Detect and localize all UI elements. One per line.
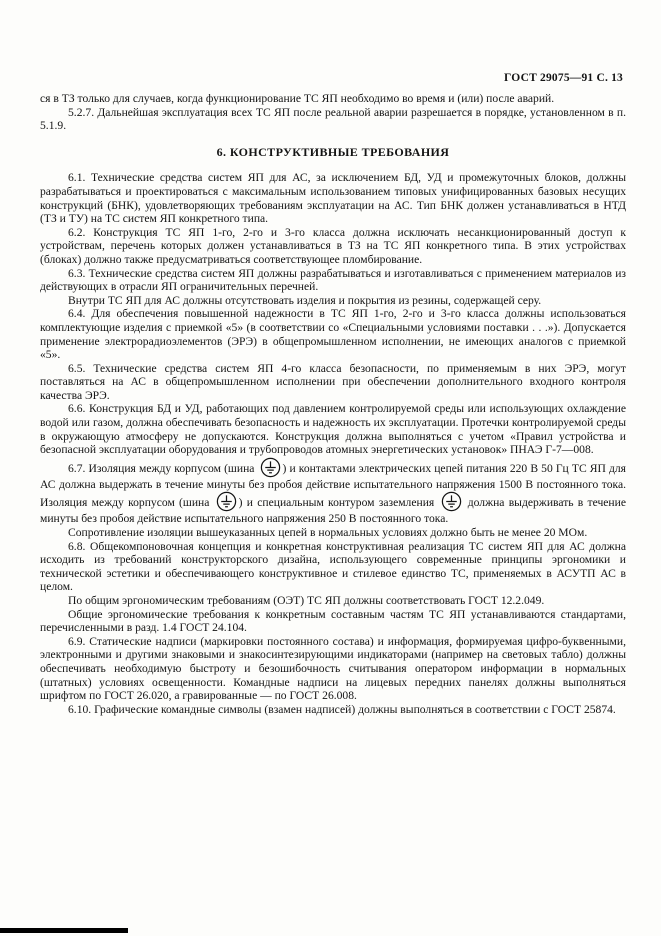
earth-ground-symbol (441, 491, 462, 512)
paragraph-6-3: 6.3. Технические средства систем ЯП должны разрабатываться и изготавливаться с применением материалов из действующих в отрасли ЯП ограничительных перечней. (40, 266, 626, 294)
paragraph-6-2: 6.2. Конструкция ТС ЯП 1-го, 2-го и 3-го класса должна исключать несанкционированный доступ к устройствам, перечень которых должен устанавливаться в ТЗ на ТС ЯП конкретного типа. В этих устройствах (блоках) должно также предусматриваться соответствующее пломбирование. (40, 225, 626, 266)
paragraph-5-2-7: 5.2.7. Дальнейшая эксплуатация всех ТС ЯП после реальной аварии разрешается в порядке, установленном в п. 5.1.9. (40, 105, 626, 133)
paragraph-6-7-note: Сопротивление изоляции вышеуказанных цепей в нормальных условиях должно быть не менее 20 МОм. (68, 526, 588, 540)
paragraph-6-10: 6.10. Графические командные символы (взамен надписей) должны выполняться в соответствии с ГОСТ 25874. (68, 702, 616, 716)
paragraph-6-8-note-2: Общие эргономические требования к конкретным составным частям ТС ЯП устанавливаются стандартами, перечисленными в разд. 1.4 ГОСТ 24.104. (40, 607, 626, 635)
paragraph-6-5: 6.5. Технические средства систем ЯП 4-го класса безопасности, по применяемым в них ЭРЭ, могут поставляться на АС в общепромышленном исполнении при обеспечении дополнительного входного контроля качества ЭРЭ. (40, 361, 626, 402)
paragraph-continuation: ся в ТЗ только для случаев, когда функционирование ТС ЯП необходимо во время и (или) после аварий. (40, 92, 555, 105)
paragraph-6-6: 6.6. Конструкция БД и УД, работающих под давлением контролируемой среды или использующих охлаждение водой или газом, должна обеспечивать безопасность и надежность их эксплуатации. Протечки контролируемой среды в окружающую атмосферу не допускаются. Конструкция должна выполняться с учетом «Правил устройства и безопасной эксплуатации оборудования и трубопроводов атомных энергетических установок» ПНАЭ Г-7—008. (40, 402, 626, 457)
paragraph-6-3-note: Внутри ТС ЯП для АС должны отсутствовать изделия и покрытия из резины, содержащей серу. (68, 293, 542, 307)
section-heading: 6. КОНСТРУКТИВНЫЕ ТРЕБОВАНИЯ (216, 144, 450, 159)
paragraph-6-8: 6.8. Общекомпоновочная концепция и конкретная конструктивная реализация ТС систем ЯП для АС должна исходить из требований конструкторского дизайна, использующего современные принципы эргономики и технической эстетики и обеспечивающего конструктивное и стилевое единство ТС, применяемых в АСУТП АС в целом. (40, 539, 626, 594)
earth-ground-symbol (216, 491, 237, 512)
text-run: ) и специальным контуром заземления (238, 496, 439, 510)
paragraph-6-8-note-1: По общим эргономическим требованиям (ОЭТ) ТС ЯП должны соответствовать ГОСТ 12.2.049. (68, 594, 545, 607)
text-run: ) и контактами электрических цепей питания 220 В 50 Гц ТС ЯП для АС должна выдержать в течение минуты без пробоя действие испытательного напряжения 1500 В постоянного тока. Изоляция между корпусом (шина (40, 461, 627, 510)
document-body (40, 92, 626, 716)
earth-ground-symbol (260, 457, 281, 478)
paragraph-6-7 (40, 457, 626, 526)
text-run: 6.7. Изоляция между корпусом (шина (68, 461, 258, 475)
scan-artifact (0, 928, 128, 933)
paragraph-6-9: 6.9. Статические надписи (маркировки постоянного состава) и информация, формируемая цифро-буквенными, электронными и другими знаковыми и знакосинтезирующими индикаторами (например на световых табло) должны обеспечивать необходимую быстроту и безошибочность считывания оператором информации в нормальных (штатных) условиях освещенности. Командные надписи на лицевых передних панелях должны выполняться шрифтом по ГОСТ 26.020, а гравированные — по ГОСТ 26.008. (40, 634, 626, 703)
paragraph-6-4: 6.4. Для обеспечения повышенной надежности в ТС ЯП 1-го, 2-го и 3-го класса должны использоваться комплектующие изделия с приемкой «5» (в соответствии со «Специальными условиями поставки . . .»). Допускается применение электрорадиоэлементов (ЭРЭ) в общепромышленном исполнении, не имеющих аналогов с приемкой «5». (40, 307, 626, 362)
page-header: ГОСТ 29075—91 С. 13 (504, 72, 623, 84)
paragraph-6-1: 6.1. Технические средства систем ЯП для АС, за исключением БД, УД и промежуточных блоков, должны разрабатываться и проектироваться с максимальным использованием типовых унифицированных базовых несущих конструкций (БНК), удовлетворяющих требованиям эксплуатации на АС. Тип БНК должен устанавливаться в НТД (ТЗ и ТУ) на ТС систем ЯП конкретного типа. (40, 171, 626, 226)
text-run: должна выдерживать в течение минуты без пробоя действие испытательного напряжения 250 В постоянного тока. (40, 496, 626, 526)
